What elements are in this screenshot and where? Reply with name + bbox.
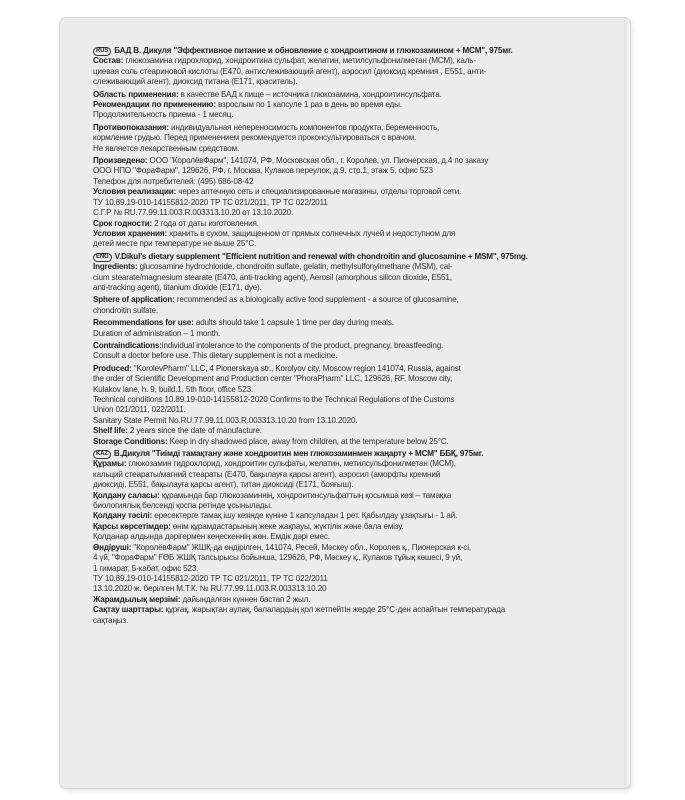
ru-contra-line: индивидуальная непереносимость компонентов продукта, беременность, xyxy=(168,122,440,132)
kz-area-line: құрамында бар глюкозаминнің, хондроитинсульфаттың қосымша көзі – тамақка xyxy=(159,490,452,500)
label-text xyxy=(93,46,593,627)
ru-section xyxy=(93,46,593,250)
ru-title: БАД В. Дикуля "Эффективное питание и обновление с хондроитином и глюкозамином + МСМ", 975мг. xyxy=(114,46,513,55)
en-reco-text: adults should take 1 capsule 1 time per day during meals. xyxy=(193,318,394,328)
ru-contra-line: Не является лекарственным средством. xyxy=(93,143,240,153)
ru-phone: Телефон для потребителей: (495) 686-08-42 xyxy=(93,176,254,186)
kz-shelf-text: дайындалған күннен бастап 2 жыл. xyxy=(180,594,311,604)
ru-composition-line: слеживающий агент), диоксид титана (Е171, краситель). xyxy=(93,77,298,87)
kz-contra-label: Қарсы көрсетімдер: xyxy=(93,521,171,531)
ru-composition-label: Состав: xyxy=(93,56,124,66)
ru-dosage-text: взрослым по 1 капсуле 1 раз в день во время еды. xyxy=(215,100,402,110)
ru-area-label: Область применения: xyxy=(93,89,179,99)
en-lang-badge: ENG xyxy=(93,253,112,262)
ru-sale-label: Условия реализации: xyxy=(93,187,177,197)
ru-storage-line: детей месте при температуре не выше 25°С. xyxy=(93,239,257,249)
ru-composition-line: циевая соль стеариновой кислоты (Е470, антислеживающий агент), аэросил (диоксид кремния , Е551, анти- xyxy=(93,66,487,76)
en-sphere-line: recommended as a biologically active food supplement - a source of glucosamine, xyxy=(174,295,459,305)
en-ingredients-line: cium stearate/magnesium stearate (E470, anti-tracking agent), Aerosil (amorphous silicon dioxide, E551, xyxy=(93,272,452,282)
en-produced-line: Kulakov lane, h. 9, build.1, 5th floor, office 523. xyxy=(93,384,254,394)
ru-duration: Продолжительность приема - 1 месяц. xyxy=(93,110,234,120)
en-contra-line: individual intolerance to the components of the product, pregnancy, breastfeeding. xyxy=(161,340,444,350)
kz-composition-line: кальций стеараты/магний стеараты (Е470, бақылауға қарсы агент), аэросил (аморфты кремний xyxy=(93,469,441,479)
kz-composition-label: Құрамы: xyxy=(93,459,127,469)
ru-sgr: С.Г.Р № RU.77.99.11.003.R.003313.10.20 от 13.10.2020. xyxy=(93,208,294,218)
kz-lang-badge: KAZ xyxy=(93,450,111,459)
en-produced-label: Produced: xyxy=(93,363,132,373)
en-ingredients-label: Ingredients: xyxy=(93,262,138,272)
kz-usage-label: Қолдану тәсілі: xyxy=(93,511,153,521)
kz-title: В.Дикуля "Тиімді тамақтану және хондроитин мен глюкозаминмен жаңарту + МСМ" ББҚ, 975мг. xyxy=(113,449,484,459)
ru-lang-badge: RUS xyxy=(93,47,111,56)
kz-made-label: Өндіруші: xyxy=(93,542,132,552)
ru-area-text: в качестве БАД к пище – источника глюкозамина, хондроитинсульфата. xyxy=(178,89,442,99)
ru-shelf-label: Срок годности: xyxy=(93,218,153,228)
en-produced-line: the order of Scientific Development and Production center "PhoraPharm" LLC, 129626, RF, Moscow city, xyxy=(93,374,453,384)
ru-sale-text: через аптечную сеть и специализированные магазины, отделы торговой сети. xyxy=(176,187,462,197)
en-permit: Sanitary State Permit No.RU.77.99.11.003.R.003313.10.20 from 13.10.2020. xyxy=(93,415,358,425)
kz-tu: ТУ 10.89.19-010-14155812-2020 ТР ТС 021/2011, ТР ТС 022/2011 xyxy=(93,573,328,583)
kz-storage-line: сақтаңыз. xyxy=(93,615,129,625)
kz-shelf-label: Жарамдылық мерзімі: xyxy=(93,594,181,604)
ru-dosage-label: Рекомендации по применению: xyxy=(93,100,216,110)
en-contra-label: Contraindications: xyxy=(93,340,162,350)
kz-composition-line: глюкозамин гидрохлорид, хондроитин сульфаты, желатин, метилсульфонилметан (МСМ), xyxy=(126,459,456,469)
en-storage-label: Storage Conditions: xyxy=(93,436,168,446)
kz-area-line: биологиялық белсенді қоспа ретінде ұсынылады. xyxy=(93,501,273,511)
ru-contra-line: кормление грудью. Перед применением рекомендуется проконсультироваться с врачом. xyxy=(93,133,417,143)
en-reco-label: Recommendations for use: xyxy=(93,318,194,328)
en-duration: Duration of administration – 1 month. xyxy=(93,328,221,338)
en-tech-line: Union 021/2011, 022/2011. xyxy=(93,405,186,415)
kz-composition-line: диоксиді, Е551, бақылауға қарсы агент), титан диоксиді (Е171, бояғыш). xyxy=(93,480,354,490)
en-sphere-label: Sphere of application: xyxy=(93,295,175,305)
ru-storage-label: Условия хранения: xyxy=(93,228,167,238)
en-ingredients-line: anti-tracking agent), titanium dioxide (E171, dye). xyxy=(93,282,262,292)
en-sphere-line: chondroitin sulfate. xyxy=(93,305,158,315)
ru-produced-label: Произведено: xyxy=(93,156,148,166)
ru-tu: ТУ 10.89.19-010-14155812-2020 ТР ТС 021/2011, ТР ТС 022/2011 xyxy=(93,197,328,207)
en-tech-line: Technical conditions 10.89.19-010-14155812-2020 Confirms to the Technical Regulations of the Customs xyxy=(93,395,455,404)
en-produced-line: "KorolevPharm" LLC, 4 Pionerskaya str., Korolyov city, Moscow region 141074, Russia, against xyxy=(131,363,461,373)
kz-made-line: 1 гимарат, 5-кабат, офис 523. xyxy=(93,563,199,573)
kz-contra-text: өнім құрамдастарының жеке жақпауы, жүктілік және бала емізу. xyxy=(170,521,404,531)
kz-section xyxy=(93,449,593,626)
en-shelf-text: 2 years since the date of manufacture. xyxy=(127,426,262,436)
kz-made-line: 4 үй, "ФораФарм" ҒӨБ ЖШҚ тапсырысы бойынша, 129626, РФ, Мәскеу қ., Кулаков тұйық көшесі, 9 үй, xyxy=(93,553,463,563)
kz-made-line: "КоролёвФарм" ЖШҚ-да өндірілген, 141074, Ресей, Мәскеу обл., Королев қ., Пионерская к-сі, xyxy=(131,542,471,552)
kz-usage-text: ересектерге тамақ ішу кезінде күніне 1 капсуладан 1 рет. Қабылдау ұзақтығы - 1 ай. xyxy=(152,511,458,521)
kz-consult: Қолданар алдында дәрігермен кеңескеннің жөн. Емдік дәрі емес. xyxy=(93,532,330,542)
ru-produced-line: ООО "КоролёвФарм", 141074, РФ, Московская обл., г. Королев, ул. Пионерская, д.4 по заказу xyxy=(147,156,489,166)
ru-composition-line: глюкозамина гидрохлорид, хондроитина сульфат, желатин, метилсульфонилметан (МСМ), каль- xyxy=(123,56,476,66)
kz-storage-line: құрғақ, жарықтан аулақ, балалардың қол жетпейтін жерде 25°С-ден аспайтын температурада xyxy=(163,605,506,615)
en-storage-text: Keep in dry shadowed place, away from children, at the temperature below 25°C. xyxy=(167,436,449,446)
en-ingredients-line: glucosamine hydrochloride, chondroitin sulfate, gelatin, methylsulfonylmethane (MSM), cal- xyxy=(137,262,453,272)
ru-contra-label: Противопоказания: xyxy=(93,122,169,132)
en-shelf-label: Shelf life: xyxy=(93,426,128,436)
kz-area-label: Қолдану саласы: xyxy=(93,490,160,500)
ru-shelf-text: 2 года от даты изготовления. xyxy=(152,218,259,228)
kz-sgr: 13.10.2020 ж. берілген М.Т.К. № RU.77.99.11.003.R.003313.10.20 xyxy=(93,584,327,594)
en-section xyxy=(93,252,593,447)
kz-storage-label: Сақтау шарттары: xyxy=(93,605,164,615)
ru-storage-line: хранить в сухом, защищенном от прямых солнечных лучей и недоступном для xyxy=(167,228,456,238)
en-contra-line: Consult a doctor before use. This dietary supplement is not a medicine. xyxy=(93,351,338,361)
en-title: V.Dikul's dietary supplement "Efficient nutrition and renewal with chondroitin and glucosamine + MSM", 975mg. xyxy=(114,251,528,261)
ru-produced-line: ООО НПО "ФораФарм", 129626, РФ, г. Москва, Кулаков переулок, д.9, стр.1, этаж 5, офис 523 xyxy=(93,166,433,176)
